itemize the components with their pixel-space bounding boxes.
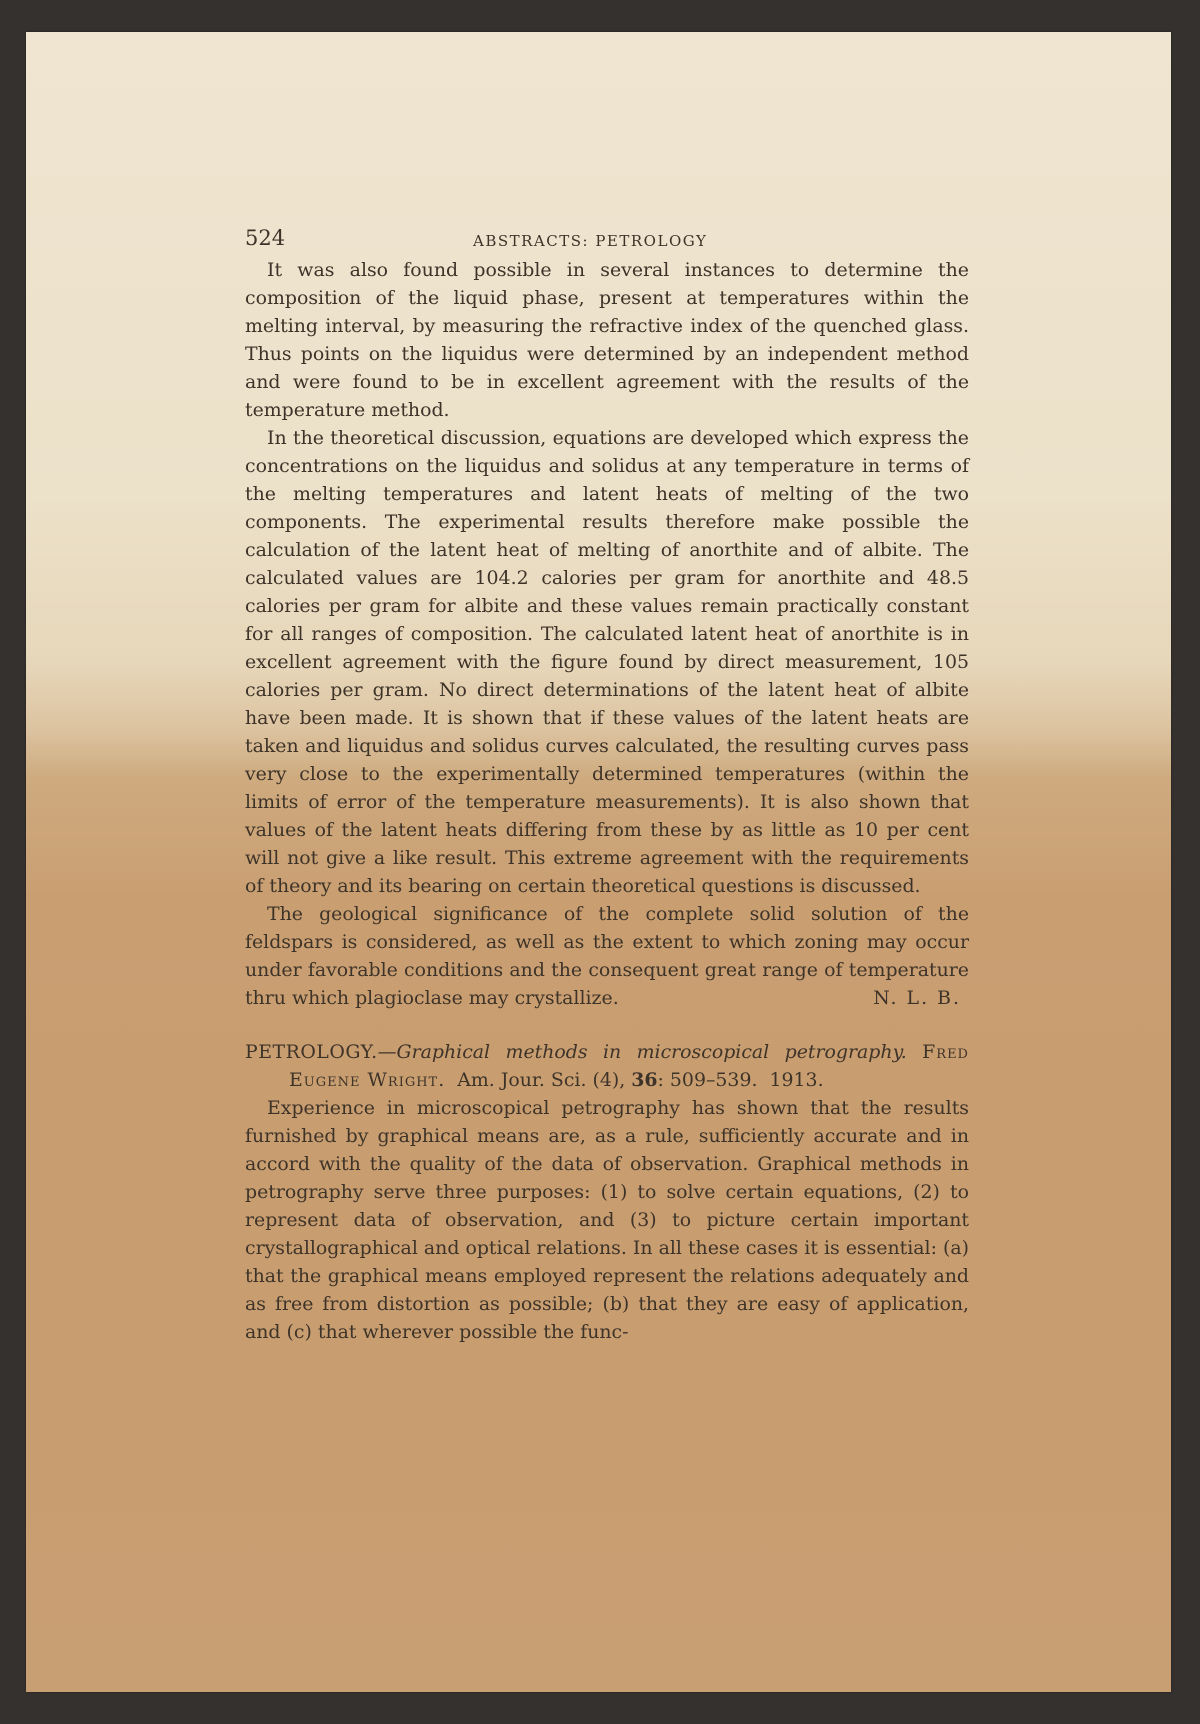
abstract-paragraph: Experience in microscopical petrography has shown that the results furnished by graphical means are, as a rule, sufficiently accurate and in accord with the quality of the data of observation. Graphical methods in petrography serve three purposes: (1) to solve certain equations, (2) to represent data of observation, and (3) to picture certain important crystallographical and optical relations. In all these cases it is essential: (a) that the graphical means employed represent the relations adequately and as free from distortion as possible; (b) that they are easy of application, and (c) that wherever possible the func- (245, 1097, 969, 1343)
abstract-paragraph: In the theoretical discussion, equations are developed which express the concentrations on the liquidus and solidus at any temperature in terms of the melting temperatures and latent heats of melting of the two components. The experimental results therefore make possible the calculation of the latent heat of melting of anorthite and of albite. The calculated values are 104.2 calories per gram for anorthite and 48.5 calories per gram for albite and these values remain practically constant for all ranges of composition. The calculated latent heat of anorthite is in excellent agreement with the figure found by direct measurement, 105 calories per gram. No direct determinations of the latent heat of albite have been made. It is shown that if these values of the latent heats are taken and liquidus and solidus curves calculated, the resulting curves pass very close to the experimentally determined temperatures (within the limits of error of the temperature measurements). It is also shown that values of the latent heats differing from these by as little as 10 per cent will not give a like result. This extreme agreement with the requirements of theory and its bearing on certain theoretical questions is discussed. (245, 427, 969, 897)
running-head (245, 222, 969, 256)
citation-volume: 36 (631, 1069, 658, 1091)
entry-author-first: Fred (922, 1041, 969, 1063)
running-head-title: ABSTRACTS: PETROLOGY (473, 232, 708, 250)
citation-year: 1913. (769, 1069, 824, 1091)
entry-title: —Graphical methods in microscopical petrography. (377, 1041, 907, 1063)
abstract-paragraph: It was also found possible in several instances to determine the composition of the liquid phase, present at temperatures within the melting interval, by measuring the refractive index of the quenched glass. Thus points on the liquidus were determined by an independent method and were found to be in excellent agreement with the results of the temperature method. (245, 259, 969, 421)
page-number: 524 (245, 226, 286, 250)
abstract-paragraph-text: The geological significance of the complete solid solution of the feldspars is considered, as well as the extent to which zoning may occur under favorable conditions and the consequent great range of temperature thru which plagioclase may crystallize. (245, 903, 969, 1009)
entry-heading-line-1 (245, 1038, 969, 1066)
entry-heading (245, 1038, 969, 1094)
abstract-paragraph-final (245, 900, 969, 1012)
citation-pages: : 509–539. (657, 1069, 758, 1091)
entry-author-rest: Eugene Wright. (289, 1069, 446, 1091)
entry-heading-line-2 (289, 1069, 824, 1091)
page-content (245, 222, 969, 1346)
entry-subject: PETROLOGY. (245, 1041, 378, 1063)
citation-journal: Am. Jour. Sci. (4), (457, 1069, 626, 1091)
author-initials: N. L. B. (873, 987, 961, 1009)
